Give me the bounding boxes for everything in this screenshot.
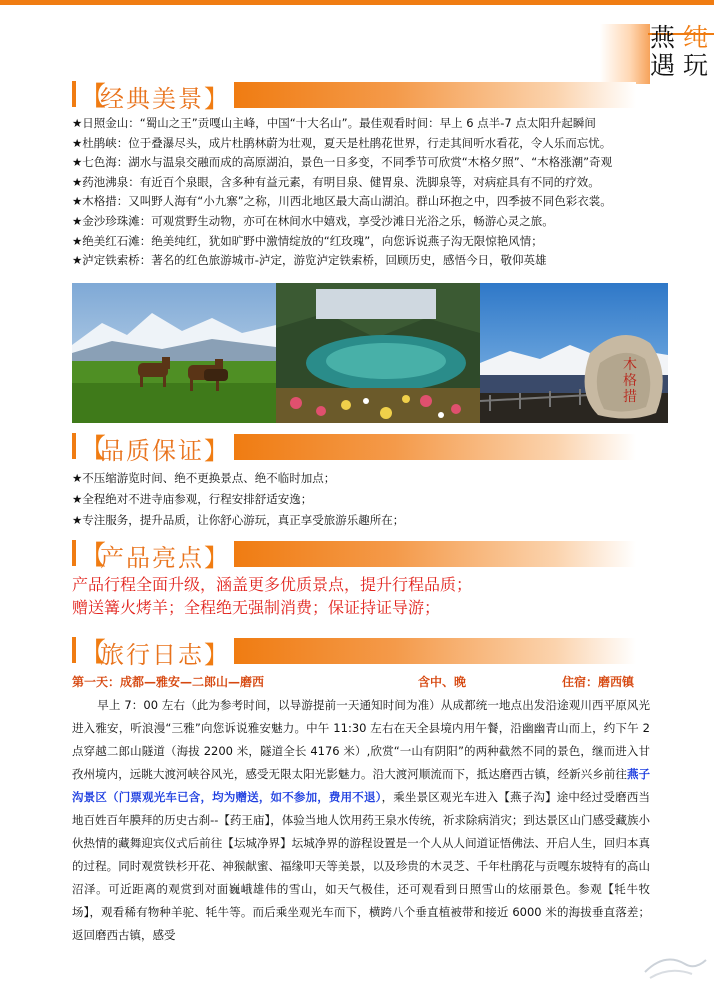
section-heading xyxy=(100,431,230,466)
day-route: 第一天：成都—雅安—二郎山—磨西 xyxy=(72,675,265,689)
bracket-right: 】 xyxy=(204,437,230,465)
day-stay: 住宿：磨西镇 xyxy=(562,675,635,689)
section-label: 产品亮点 xyxy=(100,544,204,572)
section-title-scenery xyxy=(72,78,636,112)
title-gradient xyxy=(234,541,636,567)
brand-gradient xyxy=(600,24,650,84)
title-gradient xyxy=(234,434,636,460)
watermark-logo xyxy=(640,942,710,992)
list-item: ★木格措：又叫野人海有“小九寨”之称，川西北地区最大高山湖泊。群山环抱之中，四季披不同色彩衣裳。 xyxy=(72,194,612,209)
bracket-right: 】 xyxy=(204,641,230,669)
day-meals: 含中、晚 xyxy=(418,675,467,689)
list-item: ★药池沸泉：有近百个泉眼，含多种有益元素，有明目泉、健胃泉、洗脚泉等，对病症具有不同的疗效。 xyxy=(72,174,600,189)
itinerary-text xyxy=(72,694,650,947)
list-item: ★不压缩游览时间、绝不更换景点、绝不临时加点； xyxy=(72,471,336,485)
section-title-highlights xyxy=(72,537,636,571)
bracket-left: 【 xyxy=(80,541,107,571)
brand-left xyxy=(650,24,675,80)
section-title-quality xyxy=(72,430,636,464)
list-item: ★绝美红石滩：绝美纯红，犹如旷野中激情绽放的“红玫瑰”，向您诉说燕子沟无限惊艳风情； xyxy=(72,233,543,248)
top-accent-bar xyxy=(0,0,714,5)
section-heading xyxy=(100,79,230,114)
photo-mugecuo-stone xyxy=(480,283,668,423)
list-item: ★杜鹃峡：位于叠瀑尽头，成片杜鹃林蔚为壮观，夏天是杜鹃花世界，行走其间听水看花，令人乐而忘忧。 xyxy=(72,135,612,150)
itinerary-paragraph xyxy=(72,694,650,947)
bracket-right: 】 xyxy=(204,544,230,572)
itinerary-highlight: 燕子沟景区（门票观光车已含，均为赠送，如不参加，费用不退） xyxy=(72,767,650,804)
section-title-journal xyxy=(72,634,636,668)
brand-char: 玩 xyxy=(683,51,709,80)
highlights-text xyxy=(72,574,472,619)
title-gradient xyxy=(234,638,636,664)
brand-char: 燕 xyxy=(650,23,676,52)
scenery-photos xyxy=(72,283,668,423)
section-heading xyxy=(100,538,230,573)
list-item: ★全程绝对不进寺庙参观，行程安排舒适安逸； xyxy=(72,492,313,506)
list-item: ★日照金山：“蜀山之王”贡嘎山主峰，中国“十大名山”。最佳观看时间：早上 6 点半-7 点太阳升起瞬间 xyxy=(72,116,596,130)
day-one-header xyxy=(72,673,652,690)
list-item: ★七色海：湖水与温泉交融而成的高原湖泊，景色一日多变，不同季节可欣赏“木格夕照”、“木格涨潮”奇观 xyxy=(72,155,613,170)
quality-list xyxy=(72,468,672,531)
title-bar xyxy=(72,637,76,663)
list-item: ★金沙珍珠滩：可观赏野生动物，亦可在林间水中嬉戏，享受沙滩日光浴之乐，畅游心灵之旅。 xyxy=(72,213,554,228)
photo-horses-grassland xyxy=(72,283,276,423)
title-bar xyxy=(72,81,76,107)
itinerary-part: ，乘坐景区观光车进入【燕子沟】途中经过受磨西当地百姓百年膜拜的历史古刹--【药王庙】，体验当地人饮用药王泉水传统，祈求除病消灾；到达景区山门感受藏族小伙热情的藏舞迎宾仪式后前往【坛城净界】坛城净界的游程设置是一个人从人间道证悟佛法、开启人生，回归本真的过程。同时观赏铁杉开花、神猴献蜜、福缘叩天等美景，以及珍贵的木灵芝、千年杜鹃花与贡嘎东坡特有的高山沼泽。可近距离的观赏到对面巍峨雄伟的雪山，如天气极佳，还可观看到日照雪山的炫丽景色。参观【牦牛牧场】，观看稀有物种羊驼、牦牛等。而后乘坐观光车而下，横跨八个垂直植被带和接近 6000 米的海拔垂直落差；返回磨西古镇，感受 xyxy=(72,790,651,942)
brand-right xyxy=(683,24,708,80)
brand-char: 遇 xyxy=(650,51,676,80)
brand-logo xyxy=(650,24,714,84)
photo-mountain-lake xyxy=(276,283,480,423)
highlight-line: 产品行程全面升级，涵盖更多优质景点，提升行程品质； xyxy=(72,575,473,594)
bracket-left: 【 xyxy=(80,82,107,112)
stone-inscription: 木格措 xyxy=(623,357,637,405)
section-label: 品质保证 xyxy=(100,437,204,465)
section-heading xyxy=(100,635,230,670)
itinerary-part: 早上 7：00 左右（此为参考时间，以导游提前一天通知时间为准）从成都统一地点出发沿途观川西平原风光进入雅安，听浪漫“三雅”向您诉说雅安魅力。中午 11:30 左右在天全县境内用午餐，沿幽幽青山而上，约下午 2 点穿越二郎山隧道（海拔 2200 米，隧道全长 4176 米）,欣赏“一山有阴阳”的两种截然不同的景色，继而进入甘孜州境内，远眺大渡河峡谷风光，感受无限太阳光影魅力。沿大渡河顺流而下，抵达磨西古镇，经新兴乡前往 xyxy=(72,698,650,781)
highlight-line: 赠送篝火烤羊；全程绝无强制消费；保证持证导游； xyxy=(72,597,441,617)
title-bar xyxy=(72,540,76,566)
list-item: ★专注服务，提升品质，让你舒心游玩，真正享受旅游乐趣所在； xyxy=(72,513,405,527)
title-gradient xyxy=(234,82,636,108)
section-label: 旅行日志 xyxy=(100,641,204,669)
section-label: 经典美景 xyxy=(100,85,204,113)
bracket-left: 【 xyxy=(80,434,107,464)
brand-char: 纯 xyxy=(683,23,709,52)
bracket-left: 【 xyxy=(80,638,107,668)
scenery-list xyxy=(72,114,672,271)
bracket-right: 】 xyxy=(204,85,230,113)
title-bar xyxy=(72,433,76,459)
list-item: ★泸定铁索桥：著名的红色旅游城市-泸定，游览泸定铁索桥，回顾历史，感悟今日，敬仰英雄 xyxy=(72,253,547,268)
